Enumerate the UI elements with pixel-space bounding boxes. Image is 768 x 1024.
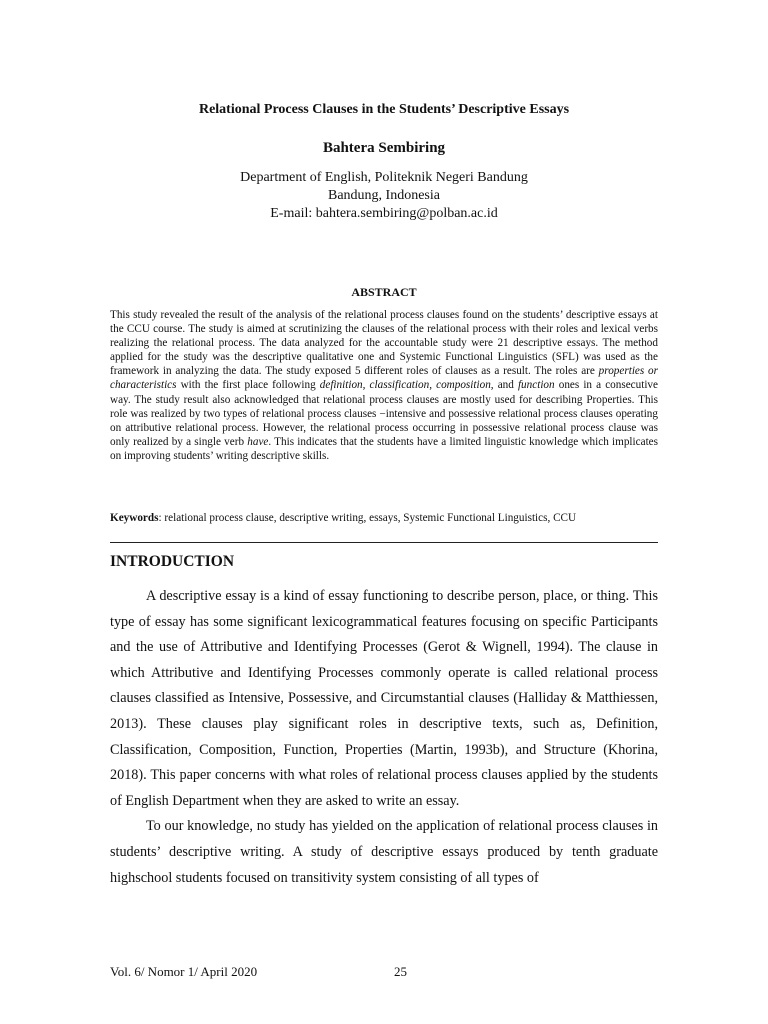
abstract-heading: ABSTRACT bbox=[351, 285, 417, 299]
affiliation-department: Department of English, Politeknik Negeri Bandung bbox=[240, 170, 528, 185]
abstract-text: ones in a consecutive way. The study result also acknowledged that relational process clauses are mostly used for describing Properties. This role was realized by two types of relational process clauses −intensive and possessive relational process clauses operating on attributive relational process. However, the relational process occurring in possessive relational process clause was only realized by a single verb bbox=[110, 379, 658, 448]
affiliation-email: E-mail: bahtera.sembiring@polban.ac.id bbox=[270, 206, 498, 221]
footer-volume: Vol. 6/ Nomor 1/ April 2020 bbox=[110, 964, 258, 979]
abstract-text: with the first place following bbox=[176, 379, 320, 392]
keywords bbox=[110, 511, 670, 525]
abstract-italic-text: function bbox=[517, 379, 555, 392]
introduction-paragraph-1: A descriptive essay is a kind of essay functioning to describe person, place, or thing. This type of essay has some significant lexicogrammatical features focusing on specific Participants and the use of Attributive and Identifying Processes (Gerot & Wignell, 1994). The clause in which Attributive and Identifying Processes commonly operate is called relational process clauses classified as Intensive, Possessive, and Circumstantial clauses (Halliday & Matthiessen, 2013). These clauses play significant roles in descriptive texts, such as, Definition, Classification, Composition, Function, Properties (Martin, 1993b), and Structure (Khorina, 2018). This paper concerns with what roles of relational process clauses applied by the students of English Department when they are asked to write an essay. bbox=[110, 588, 658, 809]
keywords-text: : relational process clause, descriptive writing, essays, Systemic Functional Linguistics, CCU bbox=[158, 512, 577, 524]
author-name: Bahtera Sembiring bbox=[322, 140, 446, 156]
section-divider bbox=[110, 542, 658, 543]
abstract-text: This study revealed the result of the analysis of the relational process clauses found on the students’ descriptive essays at the CCU course. The study is aimed at scrutinizing the clauses of the relational process with their roles and lexical verbs realizing the relational process. The data analyzed for the accountable study were 21 descriptive essays. The method applied for the study was the descriptive qualitative one and Systemic Functional Linguistics (SFL) was used as the framework in analyzing the data. The study exposed 5 different roles of clauses as a result. The roles are bbox=[110, 309, 658, 378]
abstract-italic-text: definition, classification, composition, bbox=[319, 379, 494, 392]
abstract-italic-text: properties or characteristics bbox=[110, 365, 659, 392]
abstract-paragraph bbox=[110, 308, 658, 463]
abstract-italic-text: have bbox=[247, 435, 269, 448]
footer-page-number: 25 bbox=[394, 964, 407, 979]
introduction-heading: INTRODUCTION bbox=[110, 553, 235, 570]
introduction-paragraph-2: To our knowledge, no study has yielded on the application of relational process clauses in students’ descriptive writing. A study of descriptive essays produced by tenth graduate highschool students focused on transitivity system consisting of all types of bbox=[110, 818, 658, 886]
affiliation-city: Bandung, Indonesia bbox=[328, 188, 440, 203]
keywords-label: Keywords bbox=[110, 512, 159, 524]
author-affiliation bbox=[0, 169, 768, 223]
introduction-body bbox=[110, 584, 658, 891]
abstract-text: . This indicates that the students have a limited linguistic knowledge which implicates on improving students’ writing descriptive skills. bbox=[110, 435, 658, 462]
abstract-body bbox=[110, 308, 658, 463]
abstract-text: and bbox=[493, 379, 518, 392]
paper-title: Relational Process Clauses in the Students’ Descriptive Essays bbox=[198, 102, 570, 117]
